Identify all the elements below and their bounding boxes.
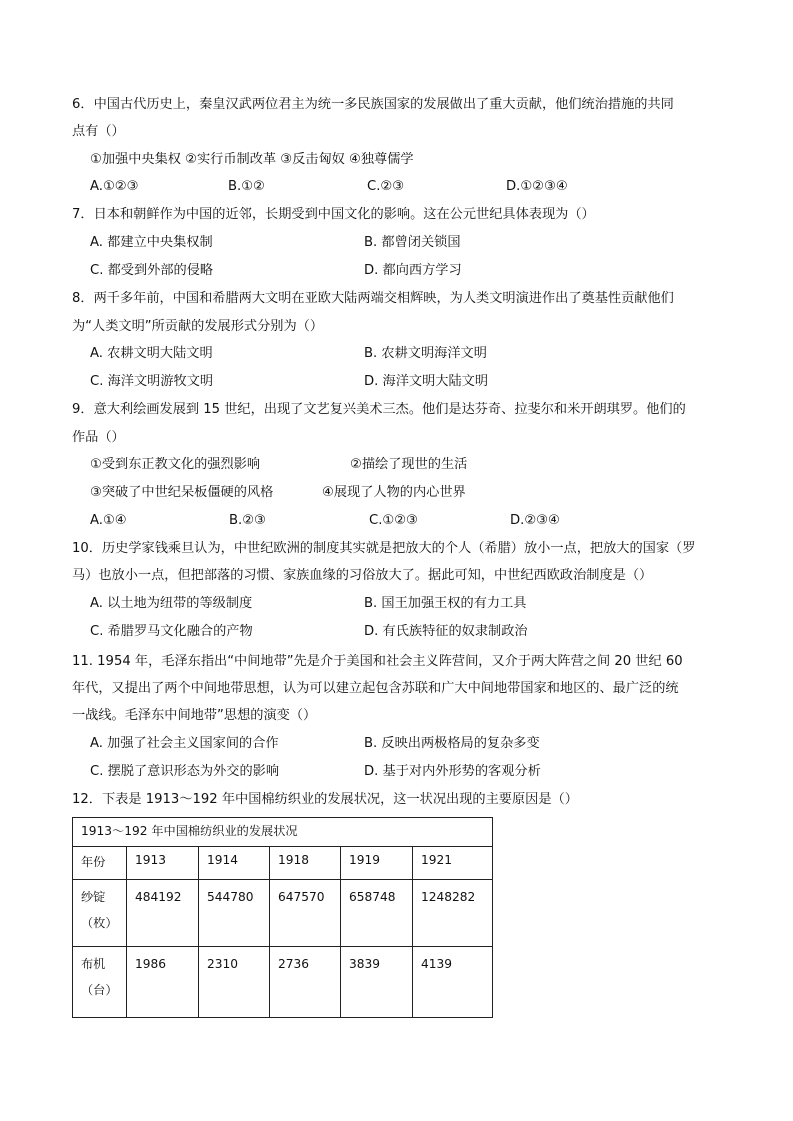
table-caption: 1913～192 年中国棉纺织业的发展状况 [73,818,493,847]
q10-stem-line1: 10．历史学家钱乘旦认为，中世纪欧洲的制度其实就是把放大的个人（希腊）放小一点，把放大的国家（罗 [72,541,696,556]
table-row [73,947,493,1018]
q10-option-b: B. 国王加强王权的有力工具 [364,596,527,611]
table-cell: 4139 [413,947,493,1018]
q6-items: ①加强中央集权 ②实行币制改革 ③反击匈奴 ④独尊儒学 [90,152,414,167]
q10-option-a: A. 以土地为纽带的等级制度 [90,596,253,611]
table-cell: 484192 [127,880,199,947]
table-row [73,880,493,947]
q9-item-4: ④展现了人物的内心世界 [322,485,466,500]
q6-option-c: C.②③ [367,179,405,194]
table-cell: 3839 [341,947,413,1018]
table-cell: 1986 [127,947,199,1018]
q9-option-c: C.①②③ [369,513,418,528]
q11-option-d: D. 基于对内外形势的客观分析 [364,764,541,779]
q7-stem-line1: 7．日本和朝鲜作为中国的近邻，长期受到中国文化的影响。这在公元世纪具体表现为（） [72,207,595,222]
q11-stem-line3: 一战线。毛泽东中间地带”思想的演变（） [72,708,317,723]
header-year: 1921 [413,847,493,880]
q9-item-1: ①受到东正教文化的强烈影响 [90,457,261,472]
q8-stem-line2: 为“人类文明”所贡献的发展形式分别为（） [72,319,324,334]
q8-option-b: B. 农耕文明海洋文明 [364,346,487,361]
q9-item-3: ③突破了中世纪呆板僵硬的风格 [90,485,274,500]
cotton-industry-table [72,817,493,1018]
header-year: 1918 [270,847,341,880]
q8-option-d: D. 海洋文明大陆文明 [364,374,489,389]
q9-stem-line1: 9．意大利绘画发展到 15 世纪，出现了文艺复兴美术三杰。他们是达芬奇、拉斐尔和米开朗琪罗。他们的 [72,402,686,417]
q9-option-a: A.①④ [90,513,127,528]
q10-option-c: C. 希腊罗马文化融合的产物 [90,624,253,639]
table-cell: 2736 [270,947,341,1018]
table-cell: 1248282 [413,880,493,947]
q7-option-d: D. 都向西方学习 [364,263,462,278]
q6-option-b: B.①② [228,179,265,194]
q9-stem-line2: 作品（） [72,430,125,445]
row-label-looms: 布机 （台） [73,947,127,1018]
header-year-label: 年份 [73,847,127,880]
q7-option-c: C. 都受到外部的侵略 [90,263,214,278]
q9-option-d: D.②③④ [510,513,560,528]
q7-option-b: B. 都曾闭关锁国 [364,235,461,250]
q6-stem-line1: 6．中国古代历史上，秦皇汉武两位君主为统一多民族国家的发展做出了重大贡献，他们统治措施的共同 [72,97,674,112]
table-cell: 2310 [199,947,270,1018]
q11-stem-line2: 年代，又提出了两个中间地带思想，认为可以建立起包含苏联和广大中间地带国家和地区的、最广泛的统 [72,681,679,696]
q9-item-2: ②描绘了现世的生活 [350,457,468,472]
table-cell: 544780 [199,880,270,947]
q10-option-d: D. 有氏族特征的奴隶制政治 [364,624,528,639]
q8-option-a: A. 农耕文明大陆文明 [90,346,213,361]
q12-stem-line1: 12．下表是 1913～192 年中国棉纺织业的发展状况，这一状况出现的主要原因是（） [72,792,578,807]
table-cell: 647570 [270,880,341,947]
q11-option-a: A. 加强了社会主义国家间的合作 [90,736,279,751]
q10-stem-line2: 马）也放小一点，但把部落的习惯、家族血缘的习俗放大了。据此可知，中世纪西欧政治制度是（） [72,568,653,583]
header-year: 1913 [127,847,199,880]
q6-stem-line2: 点有（） [72,124,125,139]
q8-stem-line1: 8．两千多年前，中国和希腊两大文明在亚欧大陆两端交相辉映，为人类文明演进作出了奠基性贡献他们 [72,291,674,306]
q7-option-a: A. 都建立中央集权制 [90,235,213,250]
table-cell: 658748 [341,880,413,947]
q9-option-b: B.②③ [229,513,266,528]
q6-option-a: A.①②③ [90,179,139,194]
header-year: 1919 [341,847,413,880]
q11-stem-line1: 11. 1954 年，毛泽东指出“中间地带”先是介于美国和社会主义阵营间，又介于两大阵营之间 20 世纪 60 [72,654,683,669]
table-row [73,847,493,880]
q6-option-d: D.①②③④ [506,179,568,194]
q8-option-c: C. 海洋文明游牧文明 [90,374,214,389]
q11-option-c: C. 摆脱了意识形态为外交的影响 [90,764,280,779]
header-year: 1914 [199,847,270,880]
q11-option-b: B. 反映出两极格局的复杂多变 [364,736,540,751]
row-label-spindles: 纱锭 （枚） [73,880,127,947]
